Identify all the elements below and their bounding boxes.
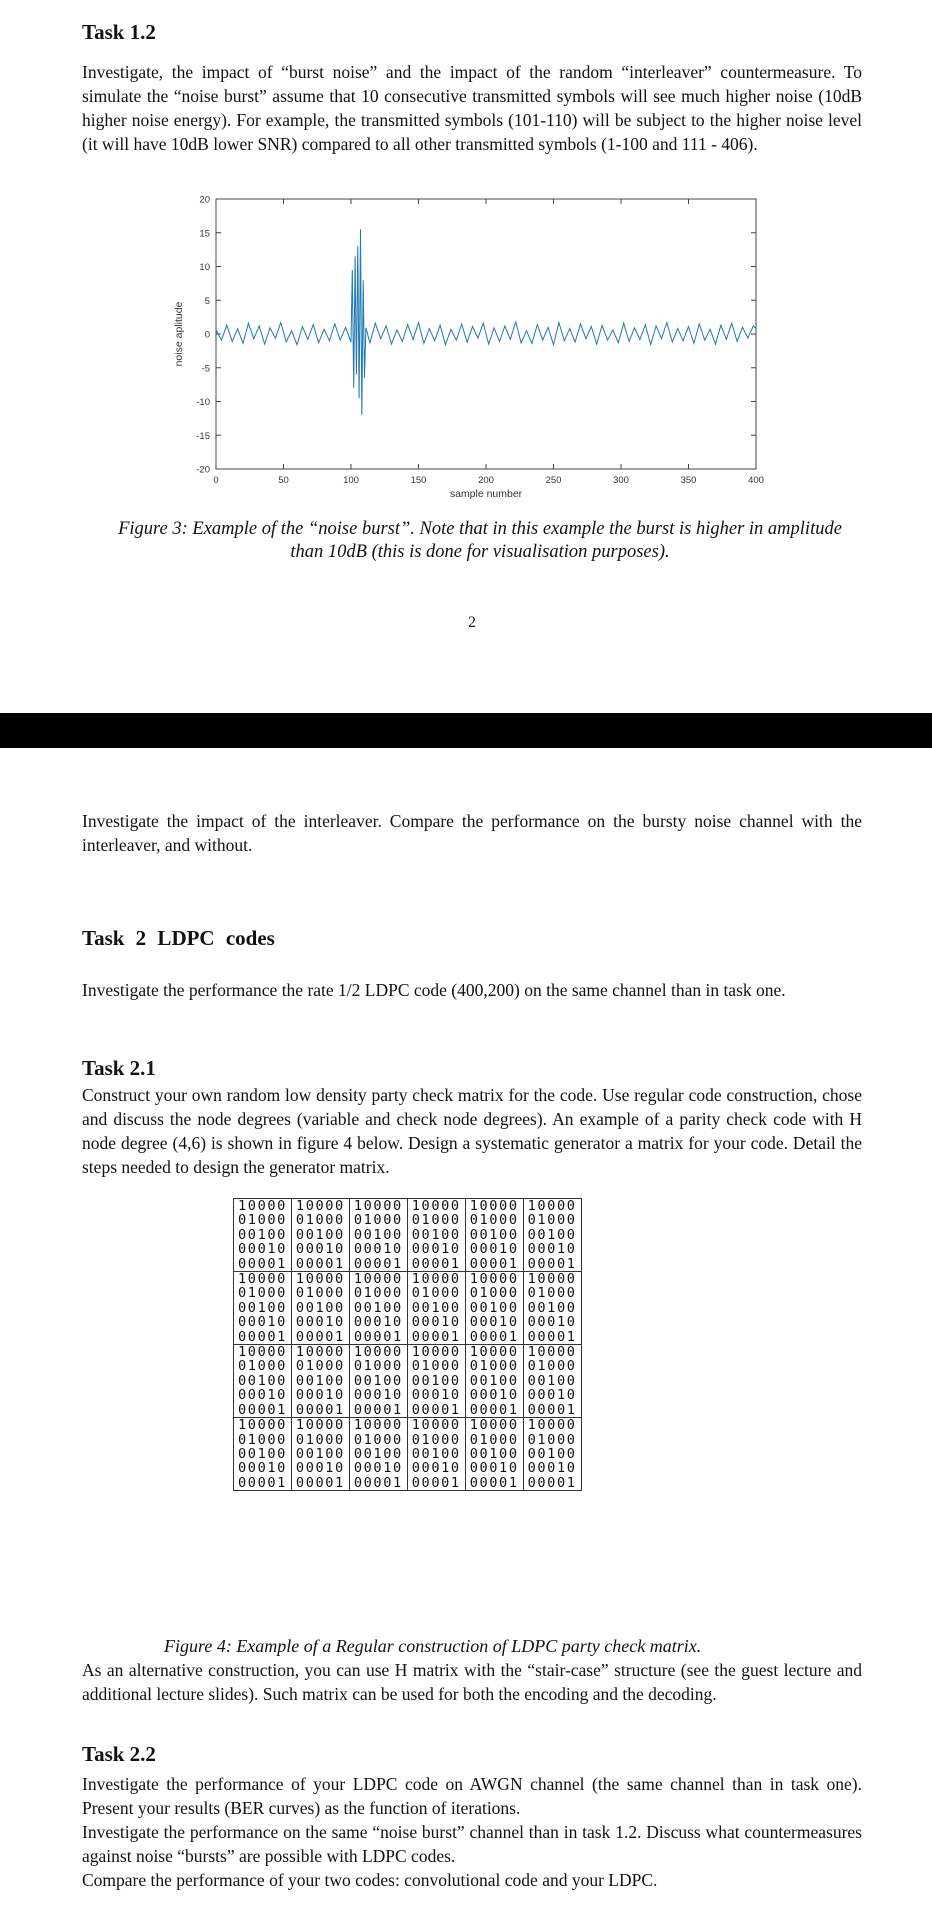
y-tick-label: 15 [199,228,210,240]
ldpc-parity-check-matrix [233,1198,582,1491]
matrix-row-bits: 00001 [527,1401,577,1418]
matrix-row-bits: 10000 [411,1344,461,1361]
matrix-row-bits: 10000 [238,1344,287,1361]
matrix-row-bits: 00100 [411,1372,461,1389]
matrix-block [291,1345,349,1418]
matrix-block [523,1272,581,1345]
matrix-row-bits: 10000 [469,1271,519,1288]
matrix-block [234,1199,292,1272]
matrix-row-bits: 00001 [527,1255,577,1272]
matrix-row-bits: 00010 [411,1460,461,1477]
matrix-row-bits: 10000 [295,1198,345,1214]
y-tick-label: 5 [204,295,210,307]
matrix-row-bits: 01000 [353,1358,403,1375]
matrix-row-bits: 00001 [353,1255,403,1272]
task-2-1-heading: Task 2.1 [82,1056,156,1080]
matrix-row-bits: 01000 [238,1285,287,1302]
matrix-row-bits: 10000 [353,1198,403,1214]
matrix-row-bits: 00100 [238,1445,287,1462]
matrix-row-bits: 00001 [295,1474,345,1491]
matrix-row-bits: 01000 [295,1358,345,1375]
matrix-row-bits: 00001 [469,1401,519,1418]
matrix-row-bits: 00100 [411,1226,461,1243]
matrix-row-bits: 01000 [353,1431,403,1448]
matrix-block-row [234,1345,582,1418]
page-number: 2 [468,614,476,631]
matrix-row-bits: 00010 [295,1460,345,1477]
x-tick-label: 350 [680,475,697,486]
matrix-row-bits: 10000 [411,1198,461,1214]
y-tick-label: -15 [196,430,210,442]
y-tick-label: 10 [199,262,210,273]
matrix-row-bits: 00010 [527,1241,577,1258]
figure-3-caption: Figure 3: Example of the “noise burst”. Note that in this example the burst is higher in amplitude than 10dB (this is done for visualisation purposes). [118,519,842,562]
matrix-row-bits: 01000 [527,1358,577,1375]
x-tick-label: 200 [478,475,494,486]
matrix-row-bits: 00010 [295,1314,345,1331]
matrix-row-bits: 00100 [238,1226,287,1243]
matrix-row-bits: 01000 [238,1358,287,1375]
matrix-row-bits: 01000 [238,1431,287,1448]
matrix-row-bits: 01000 [411,1212,461,1229]
x-tick-label: 100 [343,475,359,486]
matrix-row-bits: 00100 [469,1299,519,1316]
matrix-row-bits: 00010 [527,1460,577,1477]
matrix-row-bits: 00010 [469,1460,519,1477]
matrix-block [465,1272,523,1345]
matrix-row-bits: 00100 [411,1299,461,1316]
matrix-row-bits: 00010 [411,1387,461,1404]
matrix-row-bits: 00010 [527,1314,577,1331]
matrix-row-bits: 00100 [469,1226,519,1243]
x-tick-label: 0 [213,475,219,486]
matrix-block [407,1272,465,1345]
noise-burst-chart [160,195,780,515]
matrix-row-bits: 01000 [411,1285,461,1302]
matrix-row-bits: 00001 [238,1474,287,1491]
matrix-row-bits: 00010 [469,1387,519,1404]
matrix-row-bits: 00001 [469,1255,519,1272]
matrix-row-bits: 00001 [238,1255,287,1272]
matrix-row-bits: 00100 [411,1445,461,1462]
matrix-row-bits: 00001 [353,1401,403,1418]
matrix-row-bits: 00100 [469,1372,519,1389]
matrix-row-bits: 01000 [527,1212,577,1229]
matrix-row-bits: 00010 [469,1314,519,1331]
matrix-row-bits: 01000 [527,1431,577,1448]
matrix-row-bits: 01000 [295,1431,345,1448]
matrix-row-bits: 00001 [469,1474,519,1491]
task-1-2-paragraph: Investigate, the impact of “burst noise” and the impact of the random “interleaver” countermeasure. To simulate the “noise burst” assume that 10 consecutive transmitted symbols will see much higher noise (10dB higher noise energy). For example, the transmitted symbols (101-110) will be subject to the higher noise level (it will have 10dB lower SNR) compared to all other transmitted symbols (1-100 and 111 - 406). [82,62,862,154]
y-tick-label: -10 [196,397,210,408]
x-axis-label: sample number [449,488,523,500]
matrix-row-bits: 00010 [353,1387,403,1404]
matrix-row-bits: 00100 [527,1372,577,1389]
matrix-row-bits: 00100 [353,1372,403,1389]
matrix-row-bits: 00100 [295,1299,345,1316]
matrix-block [349,1345,407,1418]
matrix-block [349,1272,407,1345]
matrix-block-row [234,1418,582,1491]
matrix-row-bits: 10000 [295,1271,345,1288]
x-tick-label: 50 [278,475,289,486]
matrix-row-bits: 10000 [411,1271,461,1288]
matrix-block [349,1418,407,1491]
y-tick-label: -5 [201,363,210,375]
matrix-row-bits: 00001 [469,1328,519,1345]
matrix-row-bits: 10000 [238,1417,287,1434]
task-2-2-paragraph-1: Investigate the performance of your LDPC code on AWGN channel (the same channel than in task one). Present your results (BER curves) as the function of iterations. [82,1774,862,1818]
matrix-row-bits: 00010 [238,1241,287,1258]
matrix-row-bits: 00001 [353,1328,403,1345]
x-tick-label: 400 [748,475,764,486]
matrix-row-bits: 00010 [411,1241,461,1258]
matrix-row-bits: 00001 [527,1474,577,1491]
matrix-row-bits: 01000 [469,1431,519,1448]
task-2-2-paragraph-2: Investigate the performance on the same “noise burst” channel than in task 1.2. Discuss what countermeasures against noise “bursts” are possible with LDPC codes. [82,1822,862,1866]
matrix-row-bits: 00100 [295,1226,345,1243]
matrix-row-bits: 01000 [353,1212,403,1229]
matrix-row-bits: 00001 [527,1328,577,1345]
matrix-block [465,1345,523,1418]
matrix-block [407,1418,465,1491]
matrix-row-bits: 10000 [527,1198,577,1214]
matrix-row-bits: 00010 [353,1241,403,1258]
matrix-row-bits: 01000 [527,1285,577,1302]
matrix-block [407,1345,465,1418]
matrix-row-bits: 00010 [353,1314,403,1331]
interleaver-paragraph: Investigate the impact of the interleaver. Compare the performance on the bursty noise channel with the interleaver, and without. [82,811,862,855]
matrix-block [523,1345,581,1418]
matrix-row-bits: 01000 [469,1212,519,1229]
y-tick-label: -20 [196,464,210,476]
matrix-row-bits: 00100 [527,1445,577,1462]
matrix-block [234,1345,292,1418]
matrix-row-bits: 00010 [238,1314,287,1331]
matrix-block [523,1199,581,1272]
matrix-row-bits: 01000 [469,1358,519,1375]
task-2-heading: Task 2 LDPC codes [82,926,275,950]
matrix-block [234,1272,292,1345]
matrix-row-bits: 10000 [238,1271,287,1288]
matrix-row-bits: 00010 [469,1241,519,1258]
matrix-row-bits: 10000 [353,1344,403,1361]
matrix-row-bits: 00010 [238,1460,287,1477]
matrix-row-bits: 10000 [527,1344,577,1361]
matrix-row-bits: 10000 [469,1198,519,1214]
matrix-row-bits: 00010 [527,1387,577,1404]
matrix-row-bits: 00010 [411,1314,461,1331]
matrix-block [349,1199,407,1272]
matrix-row-bits: 01000 [353,1285,403,1302]
matrix-row-bits: 10000 [353,1417,403,1434]
matrix-row-bits: 00001 [411,1474,461,1491]
matrix-row-bits: 00001 [295,1328,345,1345]
x-tick-label: 250 [545,475,562,486]
matrix-row-bits: 01000 [469,1285,519,1302]
matrix-block [291,1272,349,1345]
matrix-row-bits: 00010 [238,1387,287,1404]
matrix-row-bits: 01000 [238,1212,287,1229]
matrix-row-bits: 10000 [527,1271,577,1288]
matrix-block-row [234,1272,582,1345]
y-axis-label: noise aplitude [173,301,185,367]
matrix-row-bits: 00100 [527,1226,577,1243]
matrix-row-bits: 10000 [295,1344,345,1361]
matrix-row-bits: 00001 [295,1255,345,1272]
figure-4-paragraph: As an alternative construction, you can use H matrix with the “stair-case” structure (see the guest lecture and additional lecture slides). Such matrix can be used for both the encoding and the decoding. [82,1660,862,1704]
task-2-2-paragraph-3: Compare the performance of your two codes: convolutional code and your LDPC. [82,1870,658,1890]
x-tick-label: 150 [410,475,427,486]
matrix-block [465,1199,523,1272]
matrix-row-bits: 00100 [238,1299,287,1316]
matrix-block [291,1418,349,1491]
matrix-block [523,1418,581,1491]
matrix-row-bits: 00001 [411,1401,461,1418]
matrix-row-bits: 10000 [469,1344,519,1361]
matrix-row-bits: 00010 [353,1460,403,1477]
matrix-row-bits: 00001 [238,1401,287,1418]
matrix-row-bits: 10000 [295,1417,345,1434]
matrix-row-bits: 00001 [411,1328,461,1345]
task-1-2-heading: Task 1.2 [82,20,156,44]
matrix-row-bits: 00100 [353,1445,403,1462]
matrix-row-bits: 00100 [353,1299,403,1316]
matrix-row-bits: 00100 [353,1226,403,1243]
figure-4-caption: Figure 4: Example of a Regular construction of LDPC party check matrix. [164,1636,702,1656]
task-2-2-heading: Task 2.2 [82,1742,156,1766]
y-tick-label: 20 [199,195,210,206]
matrix-row-bits: 00010 [295,1241,345,1258]
matrix-row-bits: 10000 [411,1417,461,1434]
matrix-row-bits: 00100 [469,1445,519,1462]
matrix-row-bits: 00100 [238,1372,287,1389]
matrix-row-bits: 01000 [295,1285,345,1302]
task-2-1-paragraph: Construct your own random low density party check matrix for the code. Use regular code construction, chose and discuss the node degrees (variable and check node degrees). An example of a parity check code with H node degree (4,6) is shown in figure 4 below. Design a systematic generator a matrix for your code. Detail the steps needed to design the generator matrix. [82,1085,862,1177]
task-2-paragraph: Investigate the performance the rate 1/2 LDPC code (400,200) on the same channel than in task one. [82,980,786,1000]
matrix-row-bits: 00001 [295,1401,345,1418]
matrix-row-bits: 01000 [411,1431,461,1448]
matrix-row-bits: 10000 [238,1198,287,1214]
matrix-row-bits: 10000 [353,1271,403,1288]
matrix-row-bits: 00001 [353,1474,403,1491]
matrix-block [407,1199,465,1272]
matrix-row-bits: 00010 [295,1387,345,1404]
matrix-row-bits: 10000 [469,1417,519,1434]
matrix-row-bits: 00001 [411,1255,461,1272]
y-tick-label: 0 [204,329,210,341]
matrix-row-bits: 00001 [238,1328,287,1345]
matrix-row-bits: 01000 [295,1212,345,1229]
x-tick-label: 300 [613,475,629,486]
matrix-row-bits: 00100 [527,1299,577,1316]
matrix-row-bits: 00100 [295,1372,345,1389]
matrix-block [465,1418,523,1491]
matrix-row-bits: 00100 [295,1445,345,1462]
matrix-row-bits: 10000 [527,1417,577,1434]
page-separator-band [0,713,932,748]
matrix-block [234,1418,292,1491]
matrix-block-row [234,1199,582,1272]
matrix-row-bits: 01000 [411,1358,461,1375]
matrix-block [291,1199,349,1272]
